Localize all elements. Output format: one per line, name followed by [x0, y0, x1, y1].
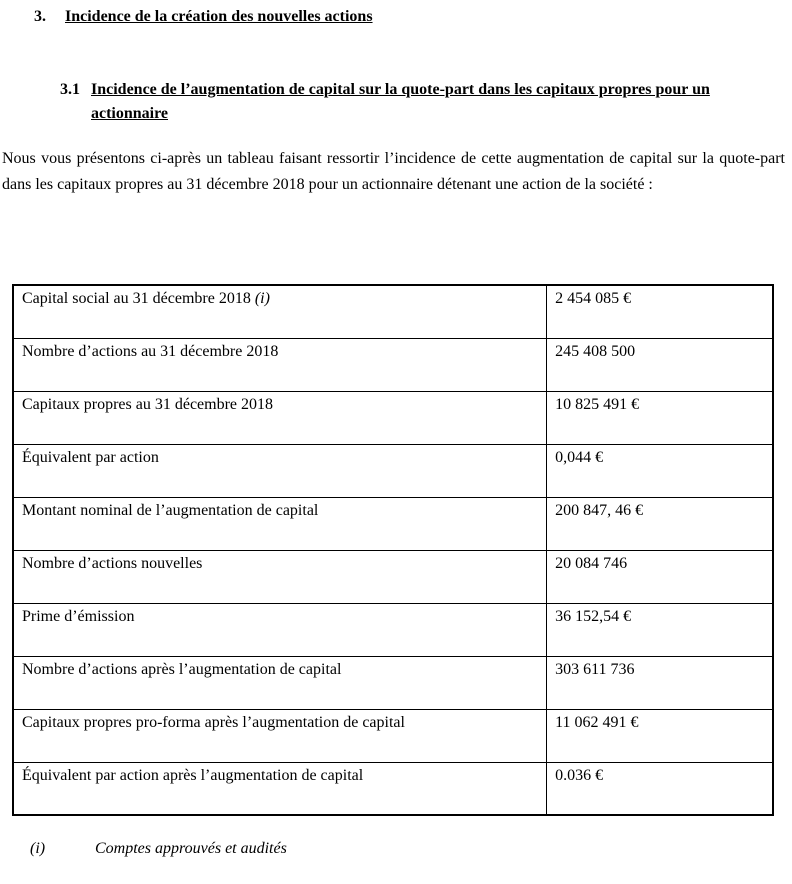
row-value: 0,044 €	[547, 444, 773, 497]
table-row	[13, 444, 773, 497]
row-label-note: (i)	[254, 290, 270, 307]
subsection-title: Incidence de l’augmentation de capital sur la quote-part dans les capitaux propres pour un actionnaire	[91, 81, 710, 122]
row-value: 245 408 500	[547, 338, 773, 391]
row-label: Nombre d’actions nouvelles	[13, 550, 547, 603]
row-label	[13, 285, 547, 338]
section-title: Incidence de la création des nouvelles actions	[65, 8, 373, 25]
row-label: Capitaux propres au 31 décembre 2018	[13, 391, 547, 444]
row-value: 2 454 085 €	[547, 285, 773, 338]
row-value: 10 825 491 €	[547, 391, 773, 444]
footnote-mark: (i)	[30, 840, 46, 857]
subsection-number: 3.1	[60, 81, 80, 98]
row-value: 0.036 €	[547, 762, 773, 815]
row-value: 11 062 491 €	[547, 709, 773, 762]
table-row	[13, 338, 773, 391]
row-label: Nombre d’actions après l’augmentation de capital	[13, 656, 547, 709]
subsection-heading	[60, 78, 790, 126]
table-row	[13, 656, 773, 709]
row-label: Montant nominal de l’augmentation de capital	[13, 497, 547, 550]
intro-paragraph: Nous vous présentons ci-après un tableau faisant ressortir l’incidence de cette augmentation de capital sur la quote-part dans les capitaux propres au 31 décembre 2018 pour un actionnaire détenant une action de la société :	[2, 150, 785, 193]
row-label: Prime d’émission	[13, 603, 547, 656]
table-row	[13, 391, 773, 444]
row-value: 20 084 746	[547, 550, 773, 603]
section-heading	[34, 8, 373, 26]
row-label: Nombre d’actions au 31 décembre 2018	[13, 338, 547, 391]
row-label: Capitaux propres pro-forma après l’augmentation de capital	[13, 709, 547, 762]
capital-increase-table	[12, 284, 774, 816]
row-label-text: Capital social au 31 décembre 2018	[22, 290, 255, 307]
footnote	[30, 840, 287, 858]
row-value: 200 847, 46 €	[547, 497, 773, 550]
row-value: 303 611 736	[547, 656, 773, 709]
table-row	[13, 497, 773, 550]
row-label: Équivalent par action après l’augmentation de capital	[13, 762, 547, 815]
table-row	[13, 550, 773, 603]
table-row	[13, 603, 773, 656]
section-number: 3.	[34, 8, 46, 25]
row-label: Équivalent par action	[13, 444, 547, 497]
row-value: 36 152,54 €	[547, 603, 773, 656]
table-row	[13, 762, 773, 815]
table-row	[13, 709, 773, 762]
footnote-text: Comptes approuvés et audités	[95, 840, 287, 857]
table-row	[13, 285, 773, 338]
